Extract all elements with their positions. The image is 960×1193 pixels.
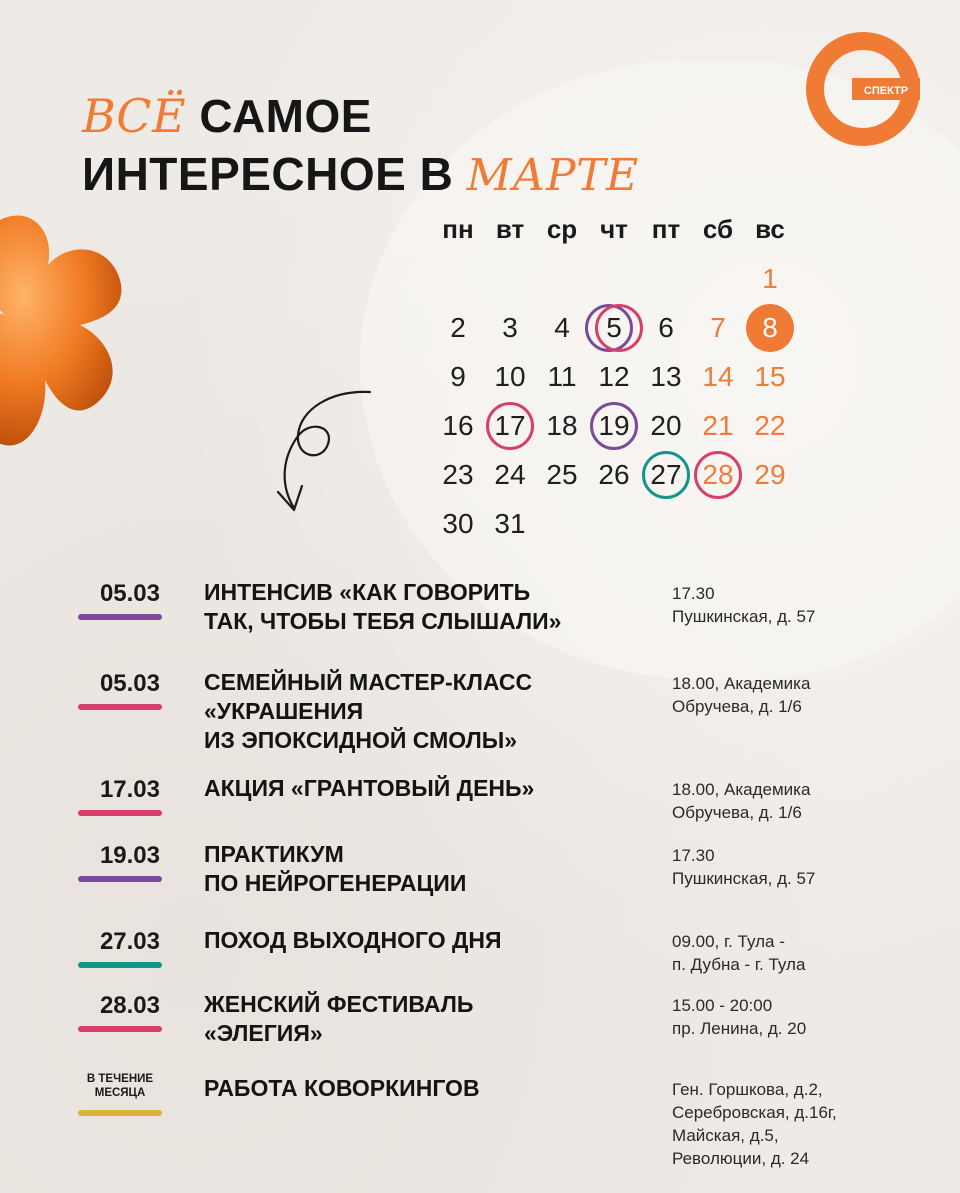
event-info-line: 18.00, Академика — [672, 674, 811, 693]
event-title-line: ТАК, ЧТОБЫ ТЕБЯ СЛЫШАЛИ» — [204, 608, 562, 634]
calendar-day-18: 18 — [546, 410, 578, 441]
event-info-line: Обручева, д. 1/6 — [672, 697, 802, 716]
event-info — [672, 844, 922, 890]
event-info — [672, 582, 922, 628]
date-underline — [78, 876, 162, 882]
event-info-line: Майская, д.5, — [672, 1126, 779, 1145]
event-info — [672, 778, 922, 824]
event-info — [672, 994, 922, 1040]
logo-text: СПЕКТР — [863, 85, 909, 97]
weekday-label: вс — [755, 214, 785, 244]
event-title — [204, 990, 634, 1048]
event-title-line: ИНТЕНСИВ «КАК ГОВОРИТЬ — [204, 579, 531, 605]
calendar-day-21: 21 — [702, 410, 734, 441]
calendar-day-5: 5 — [606, 312, 622, 343]
calendar-circle-mark — [595, 304, 643, 352]
calendar-circle-mark — [486, 402, 534, 450]
event-date-range — [70, 1072, 170, 1101]
calendar-grid — [432, 255, 798, 555]
event-title — [204, 668, 634, 755]
event-info-line: 17.30 — [672, 584, 715, 603]
spektr-logo — [806, 30, 920, 148]
calendar-day-16: 16 — [442, 410, 474, 441]
event-info — [672, 1078, 922, 1170]
calendar-day-14: 14 — [702, 361, 734, 392]
calendar-day-1: 1 — [762, 263, 778, 294]
event-title-line: «ЭЛЕГИЯ» — [204, 1020, 323, 1046]
weekday-label: пт — [651, 214, 681, 244]
event-info-line: пр. Ленина, д. 20 — [672, 1019, 807, 1038]
event-info-line: 15.00 - 20:00 — [672, 996, 773, 1015]
weekday-label: вт — [495, 214, 525, 244]
headline — [82, 89, 639, 201]
weekday-label: сб — [702, 214, 734, 244]
event-title — [204, 926, 634, 955]
calendar-day-10: 10 — [494, 361, 526, 392]
calendar-day-4: 4 — [554, 312, 570, 343]
event-title — [204, 1074, 634, 1103]
event-info — [672, 672, 922, 718]
calendar-day-7: 7 — [710, 312, 726, 343]
calendar-day-13: 13 — [650, 361, 682, 392]
date-underline — [78, 810, 162, 816]
event-title — [204, 840, 634, 898]
event-date: 05.03 — [99, 580, 160, 607]
calendar-day-28: 28 — [702, 459, 734, 490]
weekday-label: пн — [442, 214, 474, 244]
date-underline — [78, 1110, 162, 1116]
event-info-line: Обручева, д. 1/6 — [672, 803, 802, 822]
calendar-day-15: 15 — [754, 361, 786, 392]
curly-arrow-icon — [260, 380, 380, 520]
calendar-day-25: 25 — [546, 459, 578, 490]
calendar-day-26: 26 — [598, 459, 630, 490]
calendar-day-30: 30 — [442, 508, 474, 539]
date-underline — [78, 1026, 162, 1032]
headline-text-1: САМОЕ — [199, 90, 372, 142]
orange-asterisk-decoration — [0, 200, 160, 500]
event-info-line: Революции, д. 24 — [672, 1149, 810, 1168]
event-info-line: Пушкинская, д. 57 — [672, 869, 816, 888]
calendar-day-24: 24 — [494, 459, 526, 490]
headline-text-2: ИНТЕРЕСНОЕ В — [82, 148, 454, 200]
event-date-line: МЕСЯЦА — [94, 1087, 146, 1100]
event-info-line: 18.00, Академика — [672, 780, 811, 799]
calendar-day-8 — [744, 304, 796, 352]
event-info-line: п. Дубна - г. Тула — [672, 955, 806, 974]
headline-accent-1: ВСЁ — [82, 89, 187, 143]
calendar-day-29: 29 — [754, 459, 786, 490]
event-date: 05.03 — [99, 670, 160, 697]
event-title-line: АКЦИЯ «ГРАНТОВЫЙ ДЕНЬ» — [204, 775, 535, 801]
event-info-line: Пушкинская, д. 57 — [672, 607, 816, 626]
event-info-line: Серебровская, д.16г, — [672, 1103, 837, 1122]
headline-accent-2: МАРТЕ — [466, 150, 639, 201]
event-date-line: В ТЕЧЕНИЕ — [86, 1073, 154, 1085]
event-title-line: СЕМЕЙНЫЙ МАСТЕР-КЛАСС — [204, 669, 533, 695]
event-title — [204, 578, 634, 636]
calendar-day-6: 6 — [658, 312, 674, 343]
calendar-circle-mark — [590, 402, 638, 450]
calendar-day-19: 19 — [598, 410, 630, 441]
weekday-label: ср — [546, 214, 578, 244]
event-info-line: 17.30 — [672, 846, 715, 865]
calendar-circle-mark — [694, 451, 742, 499]
event-title-line: ЖЕНСКИЙ ФЕСТИВАЛЬ — [204, 991, 474, 1017]
calendar-day-20: 20 — [650, 410, 682, 441]
event-title — [204, 774, 634, 803]
event-date: 28.03 — [99, 992, 160, 1019]
headline-line-2 — [82, 148, 639, 201]
calendar-day-27: 27 — [650, 459, 682, 490]
calendar-day-11: 11 — [547, 361, 577, 392]
weekday-label: чт — [600, 214, 628, 244]
event-date: 19.03 — [99, 842, 160, 869]
calendar-day-12: 12 — [598, 361, 630, 392]
calendar-day-3: 3 — [502, 312, 518, 343]
event-title-line: ПОХОД ВЫХОДНОГО ДНЯ — [204, 927, 502, 953]
event-date: 17.03 — [99, 776, 160, 803]
event-date: 27.03 — [99, 928, 160, 955]
event-title-line: ПРАКТИКУМ — [204, 841, 344, 867]
event-title-line: РАБОТА КОВОРКИНГОВ — [204, 1075, 480, 1101]
calendar-day-31: 31 — [494, 508, 526, 539]
event-info-line: Ген. Горшкова, д.2, — [672, 1080, 823, 1099]
date-underline — [78, 704, 162, 710]
calendar-day-9: 9 — [450, 361, 466, 392]
calendar-day-17: 17 — [494, 410, 526, 441]
calendar-circle-mark — [642, 451, 690, 499]
headline-line-1 — [82, 89, 639, 143]
date-underline — [78, 962, 162, 968]
calendar-day-label: 8 — [746, 304, 794, 352]
event-info-line: 09.00, г. Тула - — [672, 932, 785, 951]
calendar-day-22: 22 — [754, 410, 786, 441]
date-underline — [78, 614, 162, 620]
event-title-line: ИЗ ЭПОКСИДНОЙ СМОЛЫ» — [204, 727, 518, 753]
event-title-line: «УКРАШЕНИЯ — [204, 698, 364, 724]
event-title-line: ПО НЕЙРОГЕНЕРАЦИИ — [204, 870, 467, 896]
calendar-day-2: 2 — [450, 312, 466, 343]
calendar-day-23: 23 — [442, 459, 474, 490]
event-info — [672, 930, 922, 976]
